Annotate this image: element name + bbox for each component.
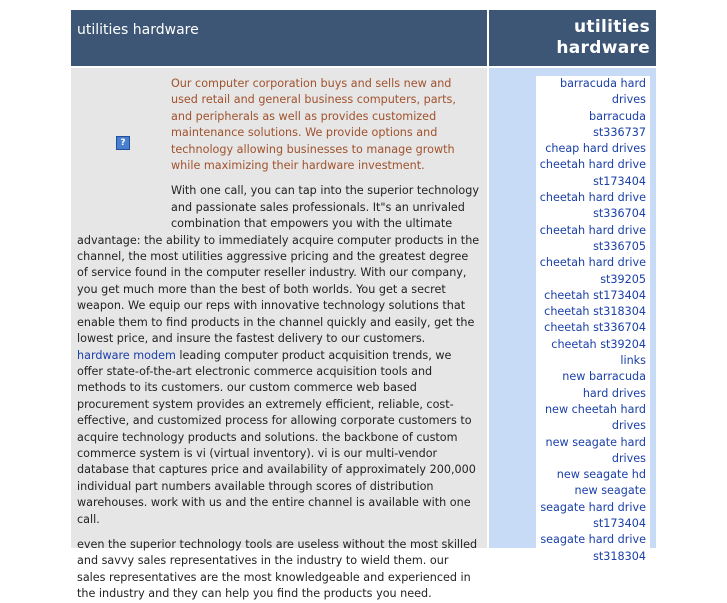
sidebar-link[interactable]: new cheetah hard drives <box>544 402 646 433</box>
sidebar-link[interactable]: new seagate hd <box>556 468 646 482</box>
sidebar-link[interactable]: cheap hard drives <box>545 142 646 156</box>
sidebar-link[interactable]: new seagate hard drives <box>545 435 646 465</box>
image-placeholder <box>77 76 171 226</box>
sidebar-link[interactable]: cheetah st173404 <box>544 288 646 302</box>
sidebar-link[interactable]: cheetah hard drive st336705 <box>539 223 646 253</box>
sidebar-link[interactable]: cheetah st336704 <box>544 321 646 335</box>
sidebar-link[interactable]: new barracuda hard drives <box>562 370 646 400</box>
sidebar-link[interactable]: barracuda st336737 <box>588 109 646 139</box>
broken-image-icon: ? <box>116 136 130 150</box>
sidebar-link[interactable]: barracuda hard drives <box>559 77 646 107</box>
intro-paragraph: Our computer corporation buys and sells new and used retail and general business computers, parts, and peripherals as well as provides customized maintenance solutions. We provide options and technology allowing businesses to manage growth while maximizing their hardware investment. <box>171 77 456 173</box>
body-text-1a: With one call, you can tap into the superior technology and passionate sales professionals. It"s an unrivaled combination that empowers you with the ultimate advantage: the ability to immediately acquire computer products in the channel, the most utilities aggressive pricing and the greatest degree of service found in the computer reseller industry. With our company, you get much more than the best of both worlds. You get a secret weapon. We equip our reps with innovative technology solutions that enable them to find products in the channel quickly and easily, get the lowest price, and insure the fastest delivery to our customers. <box>77 184 480 346</box>
hardware-modem-link[interactable]: hardware modem <box>77 348 176 362</box>
body-paragraph-2: even the superior technology tools are useless without the most skilled and savvy sales representatives in the industry to wield them. our sales representatives are the most knowledgeable and experienced in the industry and they can help you find the products you need. <box>77 537 478 601</box>
header-title-left: utilities hardware <box>71 10 487 66</box>
sidebar-link[interactable]: cheetah hard drive st39205 <box>539 256 646 286</box>
sidebar-link[interactable]: new seagate <box>574 484 646 498</box>
sidebar-link-list <box>536 76 650 563</box>
sidebar-link[interactable]: cheetah st318304 <box>544 305 646 319</box>
sidebar-link[interactable]: cheetah hard drive st173404 <box>539 158 646 188</box>
body-paragraph-1 <box>77 183 480 528</box>
sidebar-link[interactable]: seagate hard drive st318304 <box>540 533 646 563</box>
sidebar-link[interactable]: seagate hard drive st173404 <box>540 500 646 531</box>
main-content <box>71 68 487 601</box>
body-text-1b: leading computer product acquisition trends, we offer state-of-the-art electronic commerce acquisition tools and methods to its customers. our custom commerce web based procurement system provides an extremely efficient, reliable, cost-effective, and customized process for allowing corporate customers to acquire technology products and solutions. the backbone of custom commerce system is vi (virtual inventory). vi is our multi-vendor database that captures price and availability of approximately 200,000 individual part numbers available through scores of distribution warehouses. work with us and the entire channel is available with one call. <box>77 348 476 526</box>
sidebar-link[interactable]: cheetah st39204 links <box>551 337 646 368</box>
sidebar-link[interactable]: cheetah hard drive st336704 <box>539 191 646 221</box>
header-title-right: utilities hardware <box>489 10 656 66</box>
sidebar <box>489 68 656 563</box>
